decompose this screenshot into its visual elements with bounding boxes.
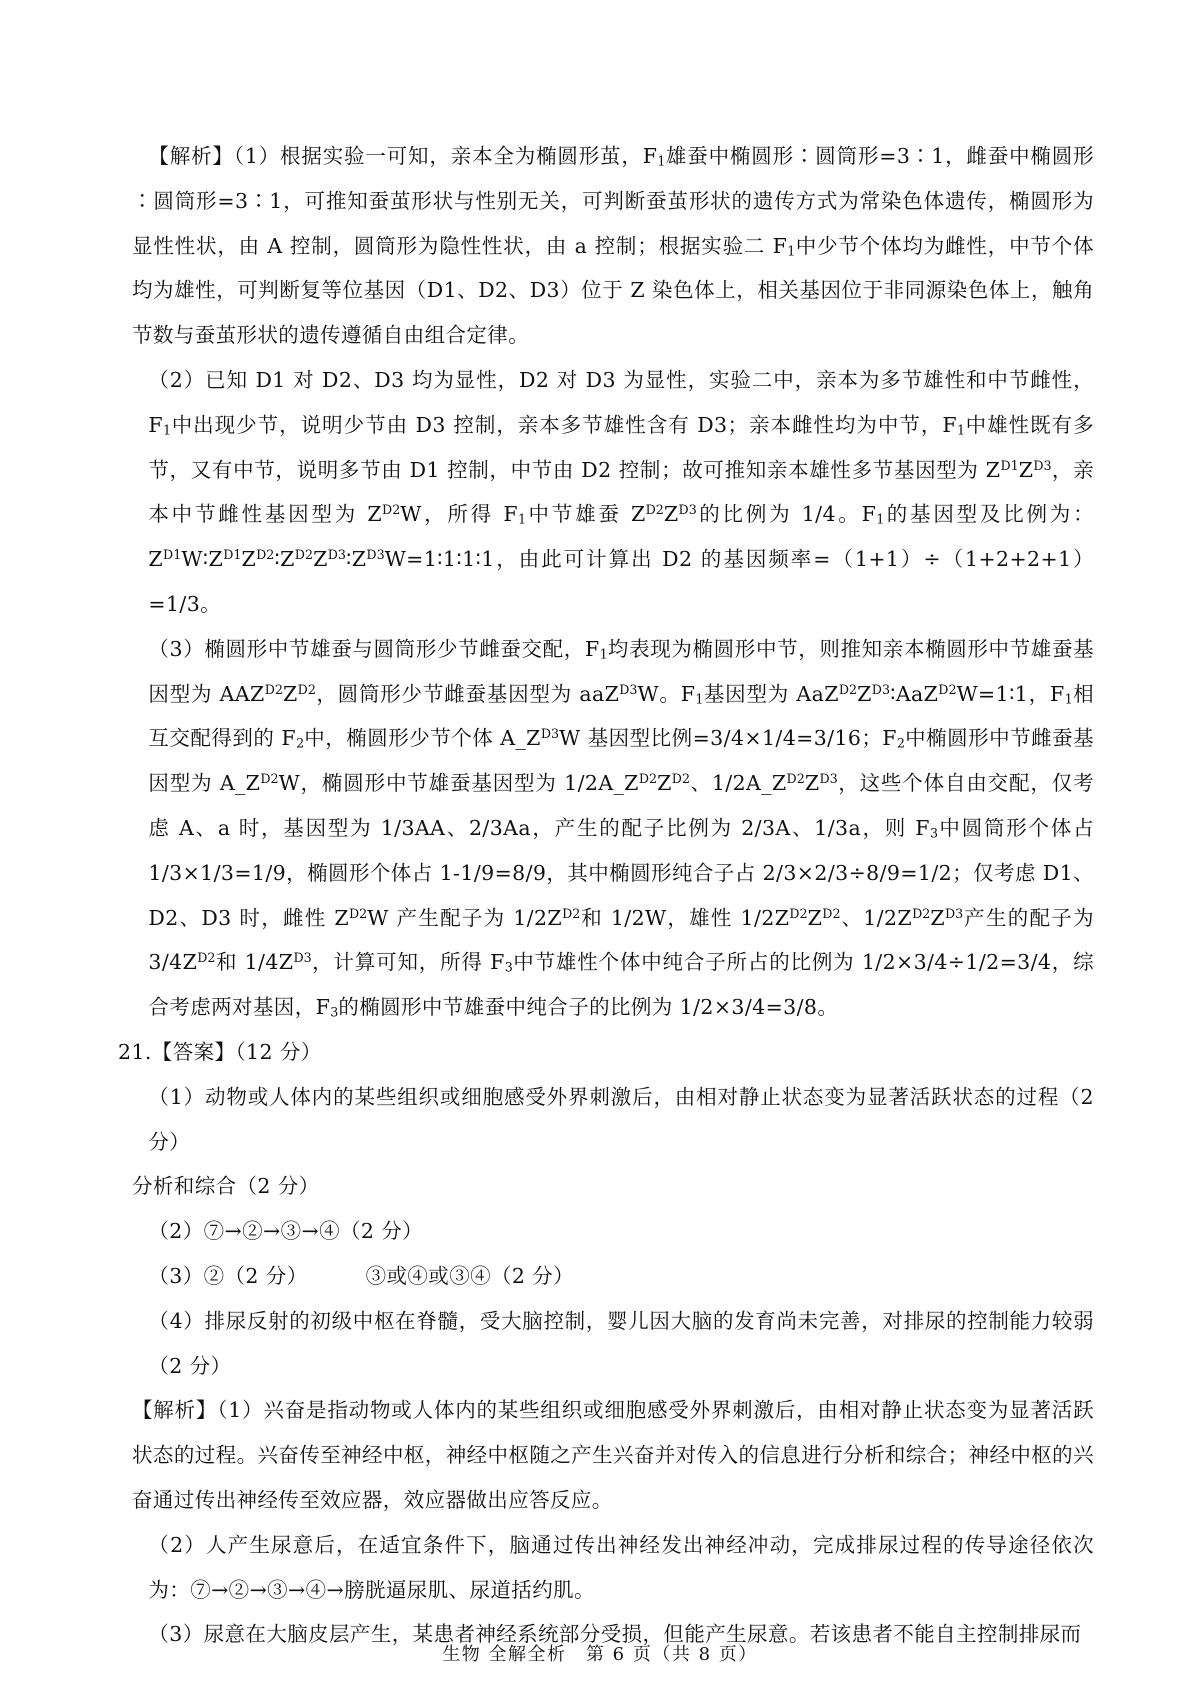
explanation-1: 【解析】（1）兴奋是指动物或人体内的某些组织或细胞感受外界刺激后，由相对静止状态变为显著活跃状态的过程。兴奋传至神经中枢，神经中枢随之产生兴奋并对传入的信息进行分析和综合；神经中枢的兴奋通过传出神经传至效应器，效应器做出应答反应。 (132, 1398, 1094, 1512)
answer-3: （3）②（2 分） ③或④或③④（2 分） (148, 1263, 575, 1288)
analysis-paragraph-3: （3）椭圆形中节雄蚕与圆筒形少节雌蚕交配，$F_1$均表现为椭圆形中节，则推知亲本椭圆形中节雄蚕基因型为 $AAZ^{D2}Z^{D2}$，圆筒形少节雌蚕基因型为 aaZ$^{D3}$W。$F_1$基因型为 $AaZ^{D2}Z^{D3}∶AaZ^{D2}W=1∶1$，$F_1$相互交配得到的 $F_2$中，椭圆形少节个体 $A\_Z^{D3}W$ 基因型比例=3/4×1/4=3/16；$F_2$中椭圆形中节雌蚕基因型为 $A\_Z^{D2}W$，椭圆形中节雄蚕基因型为 $1/2A\_Z^{D2}Z^{D2}$、$1/2A\_Z^{D2}Z^{D3}$，这些个体自由交配，仅考虑 A、a 时，基因型为 1/3AA、2/3Aa，产生的配子比例为 2/3A、1/3a，则 $F_3$中圆筒形个体占 1/3×1/3=1/9，椭圆形个体占 1-1/9=8/9，其中椭圆形纯合子占 2/3×2/3÷8/9=1/2；仅考虑 D1、D2、D3 时，雌性 $Z^{D2}W$ 产生配子为 $1/2Z^{D2}$和 1/2W，雄性 $1/2Z^{D2}Z^{D2}$、$1/2Z^{D2}Z^{D3}$产生的配子为 $3/4Z^{D2}$和 $1/4Z^{D3}$，计算可知，所得 $F_3$中节雄性个体中纯合子所占的比例为 1/2×3/4÷1/2=3/4，综合考虑两对基因，$F_3$的椭圆形中节雄蚕中纯合子的比例为 1/2×3/4=3/8。 (148, 636, 1094, 1020)
analysis-paragraph-2: （2）已知 D1 对 D2、D3 均为显性，D2 对 D3 为显性，实验二中，亲本为多节雄性和中节雌性，$F_1$中出现少节，说明少节由 D3 控制，亲本多节雄性含有 D3；亲本雌性均为中节，$F_1$中雄性既有多节，又有中节，说明多节由 D1 控制，中节由 D2 控制；故可推知亲本雄性多节基因型为 $Z^{D1}Z^{D3}$，亲本中节雌性基因型为 $Z^{D2}W$，所得 $F_1$中节雄蚕 $Z^{D2}Z^{D3}$的比例为 1/4。$F_1$的基因型及比例为：$Z^{D1}W∶Z^{D1}Z^{D2}∶Z^{D2}Z^{D3}∶Z^{D3}W=1∶1∶1∶1$，由此可计算出 D2 的基因频率=（1+1）÷（1+2+2+1）=1/3。 (148, 367, 1095, 616)
answer-4: （4）排尿反射的初级中枢在脊髓，受大脑控制，婴儿因大脑的发育尚未完善，对排尿的控制能力较弱（2 分） (148, 1308, 1094, 1378)
answer-1-continued: 分析和综合（2 分） (132, 1174, 320, 1199)
explanation-3: （3）尿意在大脑皮层产生，某患者神经系统部分受损，但能产生尿意。若该患者不能自主控制排尿而 (148, 1622, 1082, 1647)
page-footer: 生物 全解全析 第 6 页（共 8 页） (442, 1644, 758, 1665)
page-body (118, 134, 1095, 1657)
analysis-paragraph-1: 【解析】（1）根据实验一可知，亲本全为椭圆形茧，$F_1$雄蚕中椭圆形∶圆筒形=3∶1，雌蚕中椭圆形∶圆筒形=3∶1，可推知蚕茧形状与性别无关，可判断蚕茧形状的遗传方式为常染色体遗传，椭圆形为显性性状，由 A 控制，圆筒形为隐性性状，由 a 控制；根据实验二 $F_1$中少节个体均为雌性，中节个体均为雄性，可判断复等位基因（D1、D2、D3）位于 Z 染色体上，相关基因位于非同源染色体上，触角节数与蚕茧形状的遗传遵循自由组合定律。 (132, 144, 1095, 348)
explanation-2: （2）人产生尿意后，在适宜条件下，脑通过传出神经发出神经冲动，完成排尿过程的传导途径依次为：⑦→②→③→④→膀胱逼尿肌、尿道括约肌。 (148, 1532, 1094, 1602)
question-21-heading: 21.【答案】（12 分） (118, 1039, 322, 1064)
answer-1: （1）动物或人体内的某些组织或细胞感受外界刺激后，由相对静止状态变为显著活跃状态的过程（2 分） (148, 1084, 1094, 1154)
answer-2: （2）⑦→②→③→④（2 分） (148, 1219, 424, 1244)
